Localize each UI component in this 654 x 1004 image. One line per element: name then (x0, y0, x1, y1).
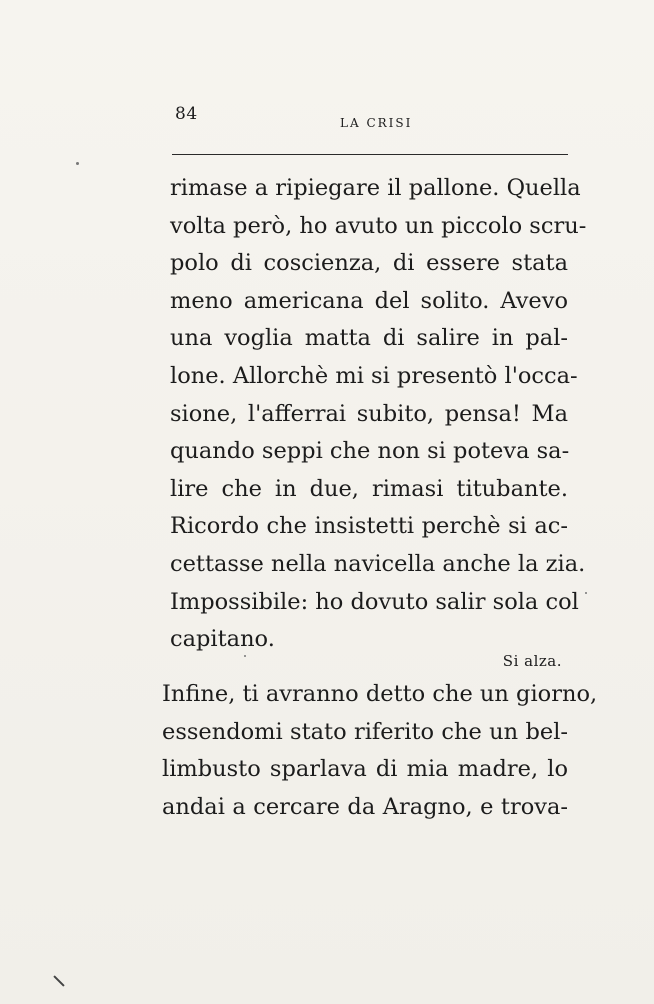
text-line: Ricordo che insistetti perchè si ac- (170, 513, 568, 540)
text-line: Impossibile: ho dovuto salir sola col (170, 588, 579, 615)
text-line: essendomi stato riferito che un bel- (162, 718, 568, 745)
text-line: meno americana del solito. Avevo (170, 287, 568, 314)
text-line: lone. Allorchè mi si presentò l'occa- (170, 362, 578, 389)
page-number: 84 (175, 104, 198, 124)
paragraph-1 (170, 170, 587, 659)
paper-speck (76, 162, 79, 165)
paper-speck (585, 592, 587, 594)
paragraph-2 (162, 676, 598, 826)
text-line: cettasse nella navicella anche la zia. (170, 550, 586, 577)
text-line: volta però, ho avuto un piccolo scru- (170, 212, 587, 239)
text-line: sione, l'afferrai subito, pensa! Ma (170, 400, 568, 427)
paper-speck (244, 655, 246, 657)
text-line: rimase a ripiegare il pallone. Quella (170, 175, 581, 201)
stage-direction: Si alza. (502, 652, 562, 670)
text-line: Infine, ti avranno detto che un giorno, (162, 681, 598, 707)
text-line: limbusto sparlava di mia madre, lo (162, 756, 568, 783)
text-line: lire che in due, rimasi titubante. (170, 475, 568, 502)
text-line: polo di coscienza, di essere stata (170, 250, 568, 277)
running-head: LA CRISI (340, 116, 413, 130)
corner-mark (53, 975, 64, 986)
text-line: capitano. (170, 626, 275, 653)
text-line: quando seppi che non si poteva sa- (170, 438, 570, 465)
text-line: una voglia matta di salire in pal- (170, 325, 568, 352)
text-line: andai a cercare da Aragno, e trova- (162, 793, 568, 820)
header-rule (172, 154, 568, 155)
